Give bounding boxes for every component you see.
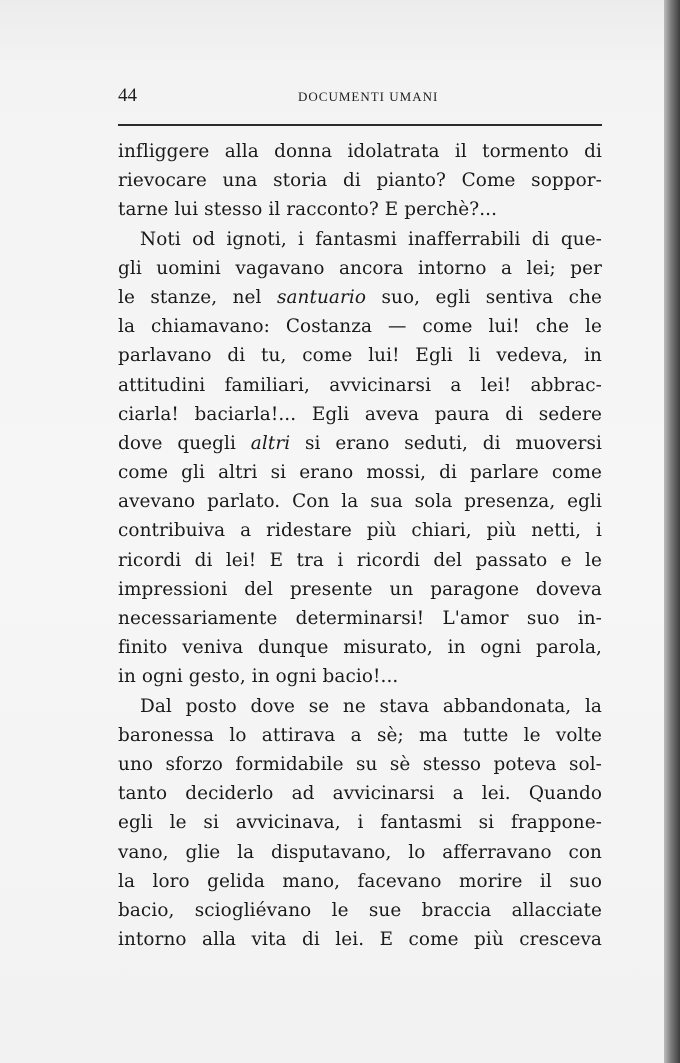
text-line: la chiamavano: Costanza — come lui! che le xyxy=(118,316,602,338)
text-line: come gli altri si erano mossi, di parlare come xyxy=(118,462,602,484)
text-line xyxy=(118,429,602,458)
text-line: in ogni gesto, in ogni bacio!... xyxy=(118,666,399,688)
text-line: la loro gelida mano, facevano morire il suo xyxy=(118,870,602,892)
text-segment: si erano seduti, di muoversi xyxy=(305,432,602,454)
text-line: intorno alla vita di lei. E come più cresceva xyxy=(118,929,602,951)
text-segment: suo, egli sentiva che xyxy=(381,286,602,308)
paragraph-start-line: Noti od ignoti, i fantasmi inafferrabili di que- xyxy=(140,228,602,250)
text-line: ricordi di lei! E tra i ricordi del passato e le xyxy=(118,549,602,571)
text-line: impressioni del presente un paragone doveva xyxy=(118,578,602,600)
text-line: vano, glie la disputavano, lo afferravano con xyxy=(118,841,602,863)
running-title: DOCUMENTI UMANI xyxy=(298,89,439,104)
text-line: necessariamente determinarsi! L'amor suo in- xyxy=(118,608,602,629)
text-line: tanto deciderlo ad avvicinarsi a lei. Quando xyxy=(118,783,602,805)
text-line: egli le si avvicinava, i fantasmi si frappone- xyxy=(118,812,602,834)
text-line: attitudini familiari, avvicinarsi a lei! abbrac- xyxy=(118,374,602,396)
page-number: 44 xyxy=(118,85,137,106)
text-line: parlavano di tu, come lui! Egli li vedeva, in xyxy=(118,345,602,367)
text-line: avevano parlato. Con la sua sola presenza, egli xyxy=(118,491,602,513)
text-line: baronessa lo attirava a sè; ma tutte le volte xyxy=(118,724,602,746)
header-rule xyxy=(118,124,602,126)
text-line: contribuiva a ridestare più chiari, più netti, i xyxy=(118,520,602,542)
text-line xyxy=(118,283,602,312)
text-line: infliggere alla donna idolatrata il tormento di xyxy=(118,141,602,162)
text-line: uno sforzo formidabile su sè stesso poteva sol- xyxy=(118,753,602,775)
text-segment: le stanze, nel xyxy=(118,286,262,308)
text-line: rievocare una storia di pianto? Come soppor- xyxy=(118,170,602,192)
page-edge-shadow xyxy=(664,0,680,1063)
italic-word-altri: altri xyxy=(250,432,291,454)
body-text xyxy=(118,137,602,954)
text-segment: dove quegli xyxy=(118,432,236,454)
text-line: ciarla! baciarla!... Egli aveva paura di sedere xyxy=(118,403,602,425)
italic-word-santuario: santuario xyxy=(276,286,367,308)
page-header xyxy=(118,83,602,111)
paragraph-start-line: Dal posto dove se ne stava abbandonata, la xyxy=(140,695,602,717)
text-line: bacio, sciogliévano le sue braccia allacciate xyxy=(118,899,602,921)
text-line: gli uomini vagavano ancora intorno a lei; per xyxy=(118,257,602,279)
text-line: tarne lui stesso il racconto? E perchè?... xyxy=(118,199,498,221)
text-line: finito veniva dunque misurato, in ogni parola, xyxy=(118,637,602,659)
